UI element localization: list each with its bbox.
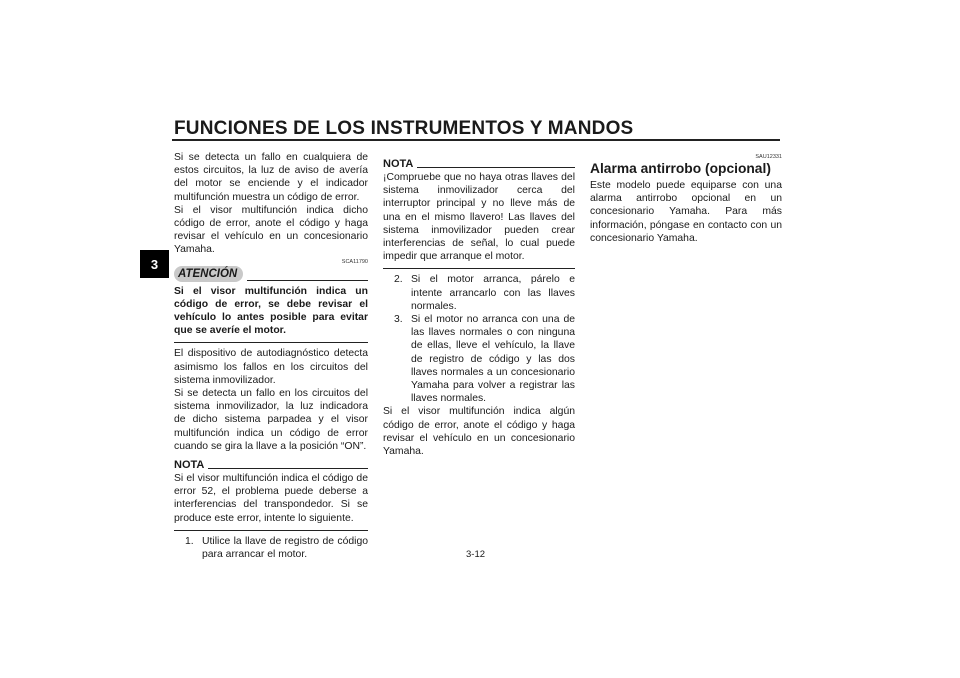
step-text: Si el motor arranca, párelo e intente arrancarlo con las llaves normales. [411,274,575,312]
divider [417,167,575,168]
note-label: NOTA [174,459,205,472]
note-text: Si el visor multifunción indica el código de error 52, el problema puede deberse a interferencias del transpondedor. Si se produce este error, intente lo siguiente. [174,473,368,524]
note-label: NOTA [383,158,414,170]
page-number: 3-12 [466,549,486,560]
divider [383,268,575,269]
list-item [394,273,575,313]
column-middle [383,158,575,458]
paragraph: Este modelo puede equiparse con una alarma antirrobo opcional en un concesionario Yamaha. Para más información, póngase en contacto con un concesionario Yamaha. [590,180,782,244]
step-text: Si el motor no arranca con una de las llaves normales o con ninguna de ellas, lleve el vehículo, la llave de registro de código y las dos llaves normales a un concesionario Yamaha para volver a registrar las llaves normales. [411,314,575,405]
step-number: 2. [394,274,403,286]
list-item [185,535,368,561]
paragraph: Si el visor multifunción indica dicho código de error, anote el código y haga revisar el vehículo en un concesionario Yamaha. [174,204,368,256]
caution-text: Si el visor multifunción indica un código de error, se debe revisar el vehículo lo antes posible para evitar que se averíe el motor. [174,285,368,337]
header-rule [172,139,780,141]
divider [174,342,368,343]
paragraph: Si se detecta un fallo en los circuitos del sistema inmovilizador, la luz indicadora de dicho sistema parpadea y el visor multifunción indica un código de error cuando se gira la llave a la posición “ON”. [174,388,368,452]
divider [208,468,368,469]
caution-label: ATENCIÓN [174,266,243,282]
step-number: 3. [394,314,403,326]
reference-code: SAU12331 [755,154,782,160]
reference-code: SCA11790 [341,258,368,265]
note-text: ¡Compruebe que no haya otras llaves del sistema inmovilizador cerca del interruptor principal y no lleve más de una en el mismo llavero! Las llaves del sistema inmovilizador pueden crear interferencias de señal, lo cual puede impedir que arranque el motor. [383,172,575,263]
column-right [590,152,782,245]
step-number: 1. [185,535,194,547]
step-text: Utilice la llave de registro de código para arrancar el motor. [202,535,368,561]
note-header [383,158,575,170]
chapter-tab: 3 [140,250,169,278]
divider [247,280,368,281]
paragraph: Si se detecta un fallo en cualquiera de estos circuitos, la luz de aviso de avería del motor se enciende y el indicador multifunción muestra un código de error. [174,152,368,203]
paragraph: El dispositivo de autodiagnóstico detecta asimismo los fallos en los circuitos del sistema inmovilizador. [174,348,368,386]
note-header [174,459,368,471]
steps-list [383,273,575,405]
column-left [174,151,368,561]
section-title: Alarma antirrobo (opcional) [590,161,771,176]
steps-list [174,535,368,561]
page-header-title: FUNCIONES DE LOS INSTRUMENTOS Y MANDOS [174,118,634,139]
paragraph: Si el visor multifunción indica algún código de error, anote el código y haga revisar el vehículo en un concesionario Yamaha. [383,406,575,458]
list-item [394,313,575,405]
divider [174,530,368,531]
caution-header [174,266,368,282]
